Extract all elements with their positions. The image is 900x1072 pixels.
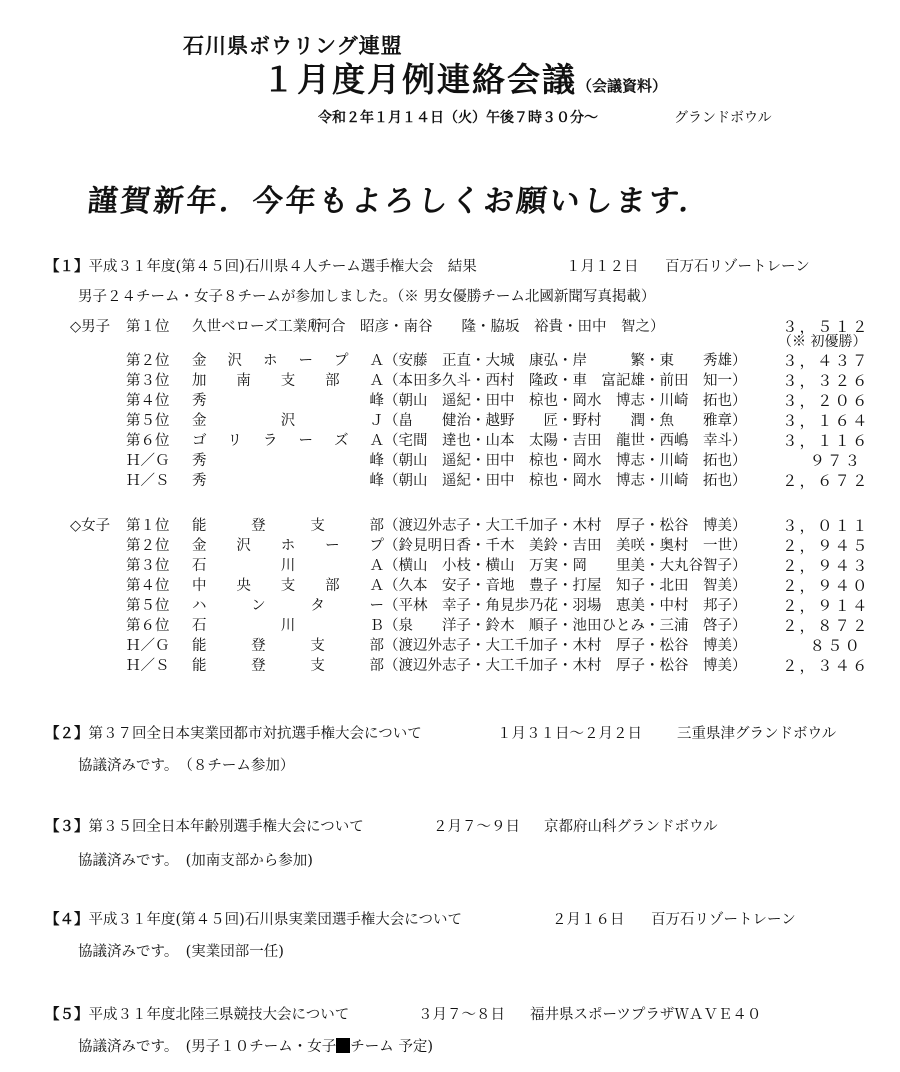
team-members: （畠 健治・越野 匠・野村 潤・魚 雅章）: [384, 413, 747, 429]
team-name-text: 秀 峰: [192, 473, 384, 489]
item5-heading: [45, 1003, 349, 1024]
team-members: （鈴見明日香・千木 美鈴・吉田 美咲・奥村 一世）: [384, 538, 747, 554]
item3-title: 第３５回全日本年齢別選手権大会について: [88, 819, 364, 835]
item1-heading: [45, 255, 477, 276]
team-name-text: 金 沢 ホ ー プ Ａ: [192, 353, 384, 369]
team-members: （安藤 正直・大城 康弘・岸 繁・東 秀雄）: [384, 353, 747, 369]
rank: 第３位: [126, 373, 170, 389]
score: ２，９４３: [782, 557, 870, 575]
team-name-text: 加 南 支 部 Ａ: [192, 373, 384, 389]
result-row: [70, 594, 870, 614]
team-members: （泉 洋子・鈴木 順子・池田ひとみ・三浦 啓子）: [384, 618, 747, 634]
score: ２，６７２: [782, 472, 870, 490]
rank: 第６位: [126, 433, 170, 449]
score: ２，９４５: [782, 537, 870, 555]
item2-note: 協議済みです。 （８チーム参加）: [78, 758, 295, 774]
item1-title: 平成３１年度(第４５回)石川県４人チーム選手権大会 結果: [88, 259, 477, 275]
item2-title: 第３７回全日本実業団都市対抗選手権大会について: [88, 726, 422, 742]
team-name: 久世ベローズ工業所: [192, 319, 322, 335]
item4-number: 【４】: [45, 911, 89, 928]
team-members: （渡辺外志子・大工千加子・木村 厚子・松谷 博美）: [384, 658, 747, 674]
score: ９７３: [809, 452, 862, 470]
score: ３，１１６: [782, 432, 870, 450]
item4-title: 平成３１年度(第４５回)石川県実業団選手権大会について: [88, 912, 463, 928]
team-members: （横山 小枝・横山 万実・岡 里美・大丸谷智子）: [384, 558, 747, 574]
rank: Ｈ／Ｓ: [126, 473, 170, 489]
score: ２，９４０: [782, 577, 870, 595]
result-row: [70, 429, 870, 449]
item3-date: ２月７〜９日: [433, 819, 520, 835]
item1-note: 男子２４チーム・女子８チームが参加しました。（※ 男女優勝チーム北國新聞写真掲載）: [78, 289, 656, 305]
rank: 第４位: [126, 578, 170, 594]
item3-heading: [45, 815, 364, 836]
team-members: （朝山 遥紀・田中 椋也・岡水 博志・川崎 拓也）: [384, 453, 747, 469]
score: ２，９１４: [782, 597, 870, 615]
team-name-text: 石 川 Ｂ: [192, 618, 384, 634]
item4-date: ２月１６日: [552, 912, 625, 928]
team-members: （朝山 遥紀・田中 椋也・岡水 博志・川崎 拓也）: [384, 473, 747, 489]
rank: 第４位: [126, 393, 170, 409]
item3-venue: 京都府山科グランドボウル: [544, 819, 718, 835]
item4-venue: 百万石リゾートレーン: [651, 912, 796, 928]
result-row: [70, 614, 870, 634]
item3-number: 【３】: [45, 818, 89, 835]
result-row: [70, 349, 870, 369]
result-row: [70, 389, 870, 409]
redaction-block: [336, 1038, 350, 1053]
score: ３，３２６: [782, 372, 870, 390]
result-row: [70, 634, 870, 654]
result-row: [70, 514, 870, 534]
team-name-text: ハ ン タ ー: [192, 598, 384, 614]
item4-heading: [45, 908, 462, 929]
item5-note-b: チーム 予定): [350, 1039, 434, 1055]
item5-title: 平成３１年度北陸三県競技大会について: [88, 1007, 350, 1023]
item5-venue: 福井県スポーツプラザＷＡＶＥ４０: [530, 1007, 762, 1023]
item5-number: 【５】: [45, 1006, 89, 1023]
item5-note-a: 協議済みです。 (男子１０チーム・女子: [78, 1039, 337, 1055]
result-row: [70, 469, 870, 489]
team-name-text: 金 沢 Ｊ: [192, 413, 384, 429]
score: ８５０: [809, 637, 862, 655]
result-row: [70, 449, 870, 469]
item4-note: 協議済みです。 (実業団部一任): [78, 944, 284, 960]
rank: 第５位: [126, 413, 170, 429]
rank: Ｈ／Ｇ: [126, 453, 170, 469]
first-win-note: （※ 初優勝）: [778, 334, 867, 350]
gender-label: ◇女子: [70, 518, 111, 534]
item2-venue: 三重県津グランドボウル: [677, 726, 837, 742]
rank: 第１位: [126, 319, 170, 335]
title-note: （会議資料）: [577, 77, 668, 95]
rank: 第５位: [126, 598, 170, 614]
team-name-text: 秀 峰: [192, 393, 384, 409]
item2-date: １月３１日〜２月２日: [497, 726, 642, 742]
item5-note: [78, 1035, 433, 1056]
rank: 第１位: [126, 518, 170, 534]
team-members: （本田多久斗・西村 隆政・車 富記雄・前田 知一）: [384, 373, 747, 389]
score: ２，８７２: [782, 617, 870, 635]
rank: Ｈ／Ｇ: [126, 638, 170, 654]
result-row: [70, 554, 870, 574]
greeting: 謹賀新年．今年もよろしくお願いします．: [85, 184, 715, 219]
page-title: [262, 54, 667, 101]
team-name-text: 中 央 支 部 Ａ: [192, 578, 384, 594]
item5-date: ３月７〜８日: [418, 1007, 505, 1023]
result-row: [70, 574, 870, 594]
score: ３，１６４: [782, 412, 870, 430]
meeting-venue: グランドボウル: [674, 110, 772, 126]
team-members: （朝山 遥紀・田中 椋也・岡水 博志・川崎 拓也）: [384, 393, 747, 409]
rank: 第２位: [126, 353, 170, 369]
result-row: [70, 315, 870, 335]
item1-venue: 百万石リゾートレーン: [665, 259, 810, 275]
title-text: １月度月例連絡会議: [262, 60, 577, 99]
score: ３，５１２: [782, 318, 870, 336]
score: ２，３４６: [782, 657, 870, 675]
result-row: [70, 369, 870, 389]
item1-number: 【１】: [45, 258, 89, 275]
result-row: [70, 534, 870, 554]
result-row: [70, 654, 870, 674]
item1-date: １月１２日: [566, 259, 639, 275]
team-name-text: 金 沢 ホ ー プ: [192, 538, 384, 554]
team-name-text: 秀 峰: [192, 453, 384, 469]
team-members: （久本 安子・音地 豊子・打屋 知子・北田 智美）: [384, 578, 747, 594]
team-name-text: 石 川 Ａ: [192, 558, 384, 574]
score: ３，４３７: [782, 352, 870, 370]
rank: 第６位: [126, 618, 170, 634]
team-members: （渡辺外志子・大工千加子・木村 厚子・松谷 博美）: [384, 638, 747, 654]
score: ３，２０６: [782, 392, 870, 410]
team-name-text: 能 登 支 部: [192, 518, 384, 534]
rank: Ｈ／Ｓ: [126, 658, 170, 674]
team-name-text: 能 登 支 部: [192, 638, 384, 654]
team-members: （宅間 達也・山本 太陽・吉田 龍世・西嶋 幸斗）: [384, 433, 747, 449]
item2-heading: [45, 722, 422, 743]
item2-number: 【２】: [45, 725, 89, 742]
team-members: （河合 昭彦・南谷 隆・脇坂 裕貴・田中 智之）: [302, 319, 665, 335]
team-name-text: 能 登 支 部: [192, 658, 384, 674]
org-name: 石川県ボウリング連盟: [183, 33, 403, 58]
team-members: （平林 幸子・角見歩乃花・羽場 恵美・中村 邦子）: [384, 598, 747, 614]
team-name-text: ゴ リ ラ ー ズ Ａ: [192, 433, 384, 449]
score: ３，０１１: [782, 517, 870, 535]
team-members: （渡辺外志子・大工千加子・木村 厚子・松谷 博美）: [384, 518, 747, 534]
rank: 第２位: [126, 538, 170, 554]
gender-label: ◇男子: [70, 319, 111, 335]
rank: 第３位: [126, 558, 170, 574]
item3-note: 協議済みです。 (加南支部から参加): [78, 853, 313, 869]
meeting-date: 令和２年１月１４日（火）午後７時３０分〜: [318, 110, 598, 126]
result-row: [70, 409, 870, 429]
